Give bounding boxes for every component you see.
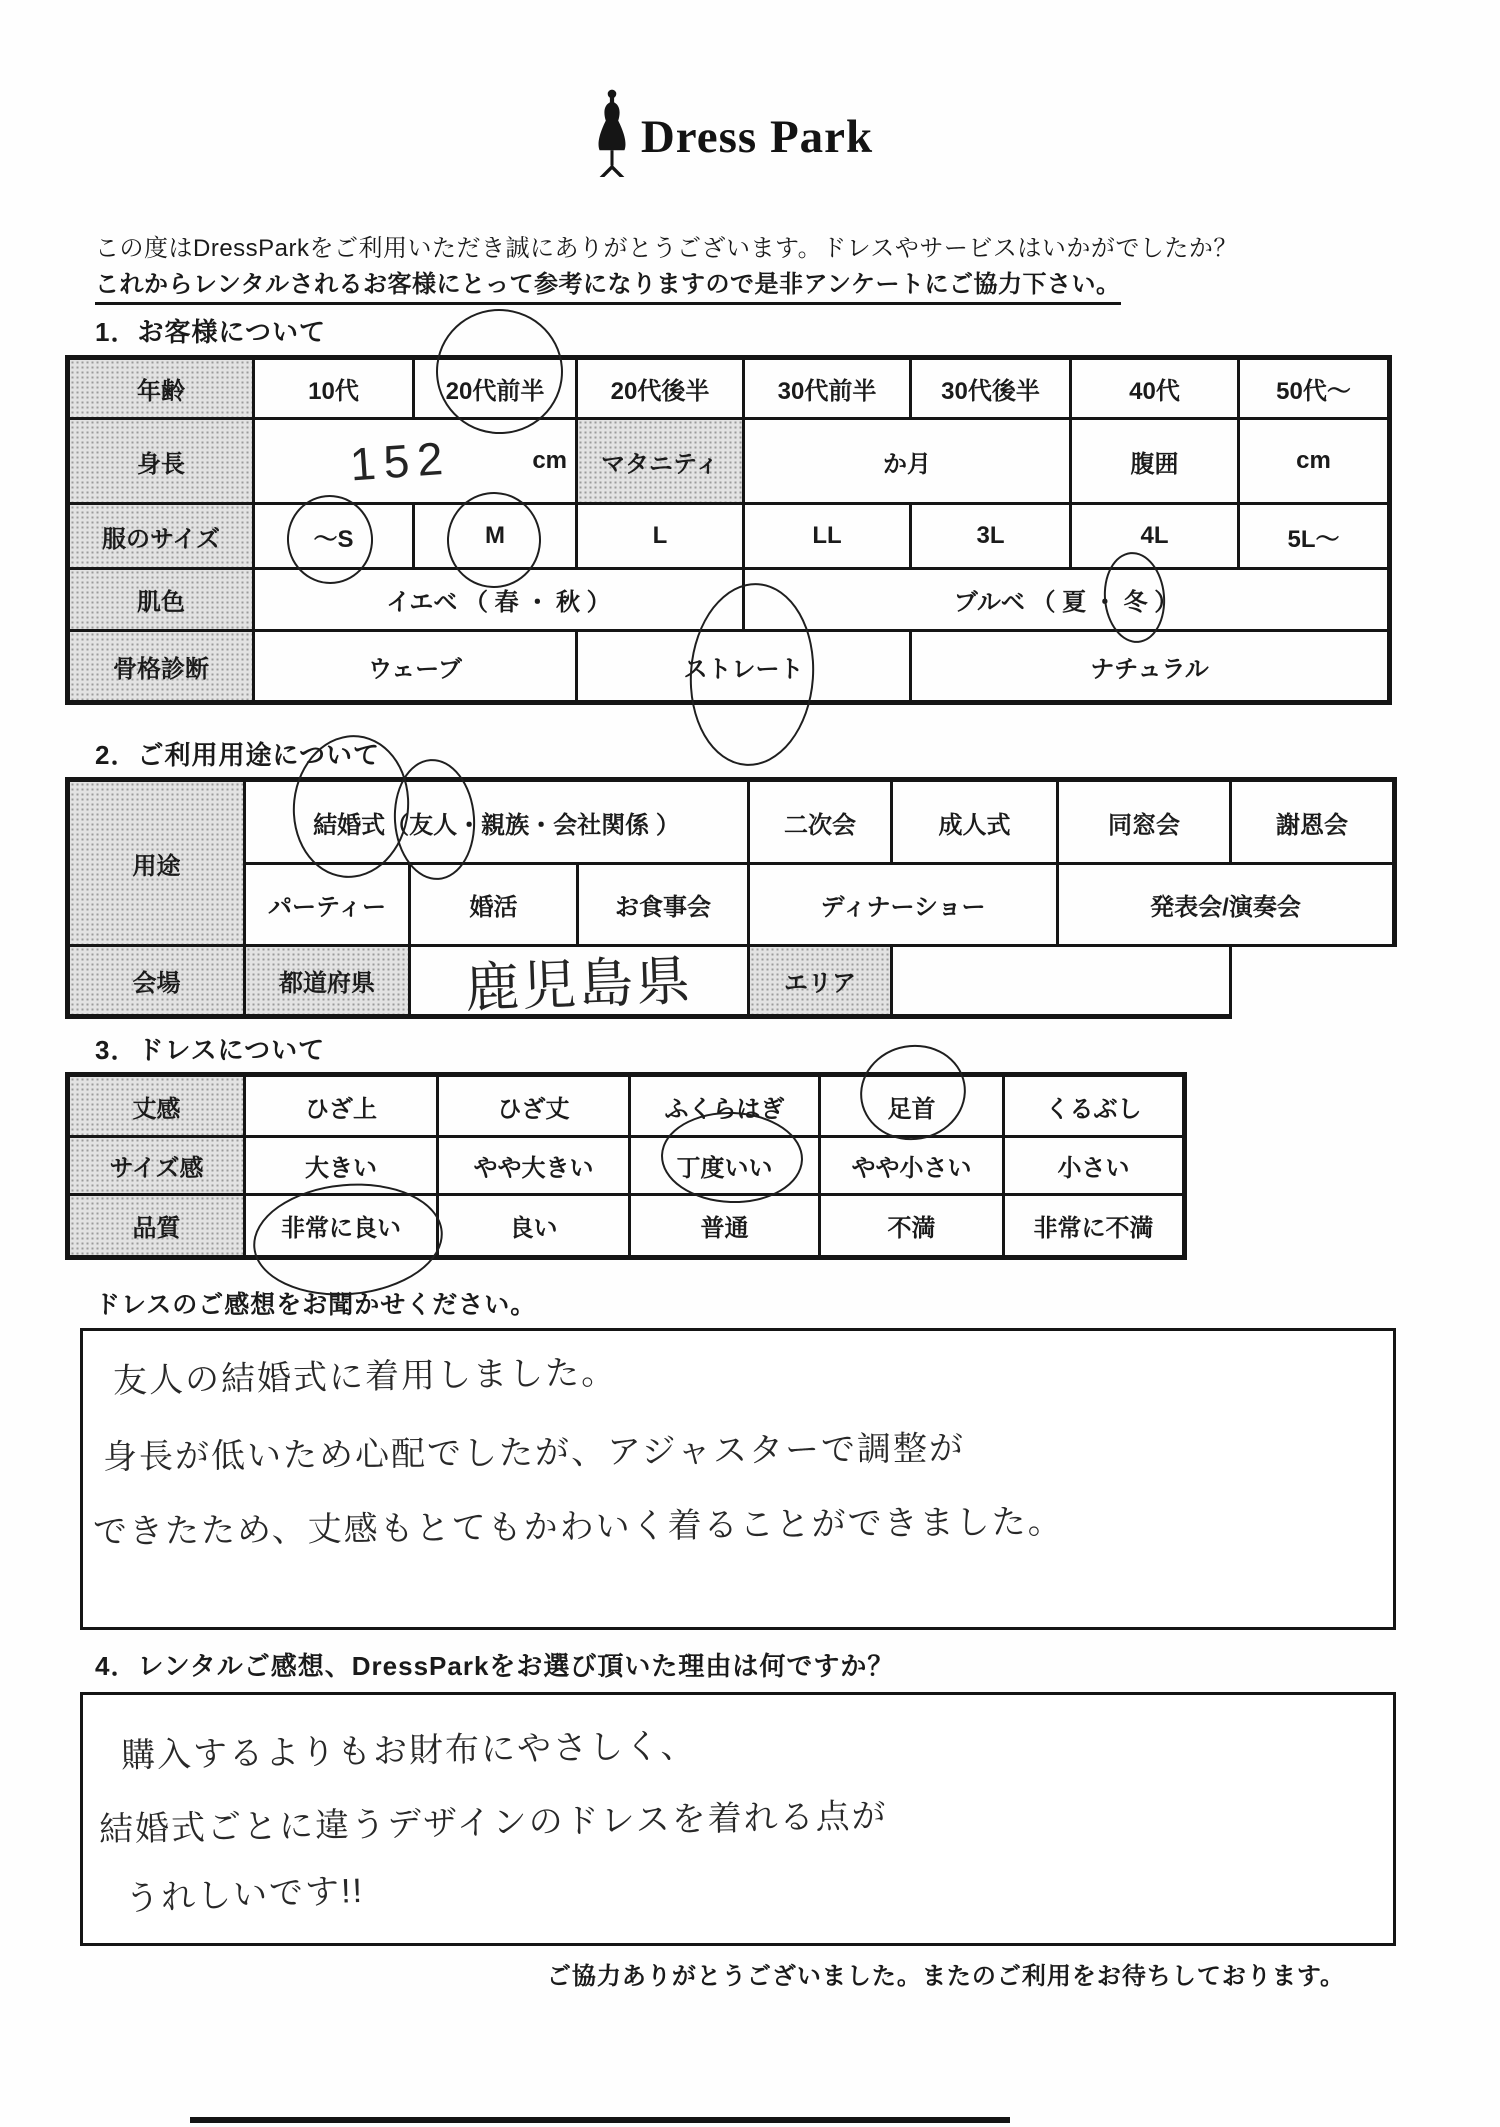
rental-comment-box <box>80 1692 1396 1946</box>
fit-row-label: サイズ感 <box>70 1138 246 1196</box>
length-option: くるぶし <box>1005 1077 1187 1138</box>
waist-label: 腹囲 <box>1072 420 1240 505</box>
purpose-option: 同窓会 <box>1059 782 1232 865</box>
length-option <box>821 1077 1005 1138</box>
size-option <box>415 505 578 570</box>
size-option: L <box>578 505 745 570</box>
circled-option: M <box>485 522 505 549</box>
quality-option: 非常に不満 <box>1005 1196 1187 1260</box>
skin-blue-text: ブルベ （ 夏 ・ <box>953 589 1117 616</box>
circled-option: 冬 <box>1124 582 1148 617</box>
paren: （ <box>385 811 410 839</box>
table-gap <box>1232 947 1397 1019</box>
age-option: 10代 <box>255 360 415 420</box>
purpose-option: パーティー <box>246 865 411 947</box>
purpose-option: 婚活 <box>411 865 579 947</box>
height-row-label: 身長 <box>70 420 255 505</box>
circled-option: 20代前半 <box>446 371 545 406</box>
skin-blue-paren: ） <box>1154 589 1179 616</box>
purpose-option: お食事会 <box>579 865 750 947</box>
footer-thanks-text: ご協力ありがとうございました。またのご利用をお待ちしております。 <box>546 1963 1345 1990</box>
scan-artifact-bar <box>190 2117 1010 2123</box>
circled-option: 非常に良い <box>281 1208 401 1243</box>
handwritten-comment-line: できたため、丈感もとてもかわいく着ることができました。 <box>92 1502 1064 1552</box>
intro-thanks-text: この度はDressParkをご利用いただき誠にありがとうございます。ドレスやサービスはいかがでしたか？ <box>95 235 1238 262</box>
section4-title: 4．レンタルご感想、DressParkをお選び頂いた理由は何ですか？ <box>95 1651 895 1681</box>
brand-name: Dress Park <box>640 110 874 163</box>
skeleton-option <box>578 632 912 705</box>
dress-form-icon <box>591 88 633 185</box>
handwritten-comment-line: 友人の結婚式に着用しました。 <box>112 1353 618 1401</box>
handwritten-height: 152 <box>347 431 453 491</box>
age-option: 30代後半 <box>912 360 1072 420</box>
skeleton-row-label: 骨格診断 <box>70 632 255 705</box>
brand-logo <box>0 88 1482 185</box>
intro-request-text: これからレンタルされるお客様にとって参考になりますので是非アンケートにご協力下さい。 <box>95 264 1121 305</box>
handwritten-comment-line: うれしいです!! <box>124 1871 365 1919</box>
circled-option: 友人 <box>409 805 457 840</box>
purpose-option-wedding <box>246 782 750 865</box>
fit-option <box>631 1138 821 1196</box>
length-option: ひざ上 <box>246 1077 439 1138</box>
handwritten-prefecture: 鹿児島県 <box>464 951 695 1019</box>
height-value-cell <box>255 420 578 505</box>
customer-table <box>65 355 1392 705</box>
venue-row-label: 会場 <box>70 947 246 1019</box>
quality-option: 不満 <box>821 1196 1005 1260</box>
area-value-cell <box>893 947 1232 1019</box>
section3-title: 3．ドレスについて <box>95 1035 326 1065</box>
height-unit: cm <box>532 447 567 474</box>
circled-option: 〜S <box>313 519 353 554</box>
circled-option: 結婚式 <box>313 805 385 840</box>
fit-option: 大きい <box>246 1138 439 1196</box>
size-option: 3L <box>912 505 1072 570</box>
quality-option <box>246 1196 439 1260</box>
size-option: 4L <box>1072 505 1240 570</box>
age-option <box>415 360 578 420</box>
fit-option: やや大きい <box>439 1138 631 1196</box>
handwritten-comment-line: 身長が低いため心配でしたが、アジャスターで調整が <box>102 1429 966 1477</box>
age-row-label: 年齢 <box>70 360 255 420</box>
quality-option: 良い <box>439 1196 631 1260</box>
purpose-option: 発表会/演奏会 <box>1059 865 1397 947</box>
skin-option-blue <box>745 570 1392 632</box>
area-label: エリア <box>750 947 893 1019</box>
section1-title: 1．お客様について <box>95 317 326 347</box>
age-option: 50代〜 <box>1240 360 1392 420</box>
section2-title: 2．ご利用用途について <box>95 740 380 770</box>
age-option: 30代前半 <box>745 360 912 420</box>
length-option: ひざ丈 <box>439 1077 631 1138</box>
skeleton-option: ウェーブ <box>255 632 578 705</box>
purpose-option: ディナーショー <box>750 865 1059 947</box>
circled-option: ストレート <box>684 649 804 684</box>
skin-option-yellow: イエベ （ 春 ・ 秋 ） <box>255 570 745 632</box>
prefecture-label: 都道府県 <box>246 947 411 1019</box>
circled-option: 丁度いい <box>677 1148 773 1183</box>
quality-option: 普通 <box>631 1196 821 1260</box>
quality-row-label: 品質 <box>70 1196 246 1260</box>
wedding-rest-text: ・親族・会社関係 ） <box>457 811 680 839</box>
length-option: ふくらはぎ <box>631 1077 821 1138</box>
waist-unit: cm <box>1240 420 1392 505</box>
size-option: 5L〜 <box>1240 505 1392 570</box>
purpose-option: 謝恩会 <box>1232 782 1397 865</box>
handwritten-comment-line: 結婚式ごとに違うデザインのドレスを着れる点が <box>98 1797 888 1849</box>
dress-comment-prompt: ドレスのご感想をお聞かせください。 <box>95 1291 537 1319</box>
dress-comment-box <box>80 1328 1396 1630</box>
purpose-option: 成人式 <box>893 782 1059 865</box>
skeleton-option: ナチュラル <box>912 632 1392 705</box>
purpose-row-label: 用途 <box>70 782 246 947</box>
fit-option: やや小さい <box>821 1138 1005 1196</box>
length-row-label: 丈感 <box>70 1077 246 1138</box>
usage-table <box>65 777 1397 1019</box>
handwritten-comment-line: 購入するよりもお財布にやさしく、 <box>120 1726 697 1776</box>
age-option: 40代 <box>1072 360 1240 420</box>
size-option <box>255 505 415 570</box>
dress-table <box>65 1072 1187 1260</box>
maternity-label: マタニティ <box>578 420 745 505</box>
size-row-label: 服のサイズ <box>70 505 255 570</box>
fit-option: 小さい <box>1005 1138 1187 1196</box>
size-option: LL <box>745 505 912 570</box>
age-option: 20代後半 <box>578 360 745 420</box>
prefecture-value-cell <box>411 947 750 1019</box>
skin-row-label: 肌色 <box>70 570 255 632</box>
purpose-option: 二次会 <box>750 782 893 865</box>
circled-option: 足首 <box>888 1089 936 1124</box>
months-label: か月 <box>745 420 1072 505</box>
